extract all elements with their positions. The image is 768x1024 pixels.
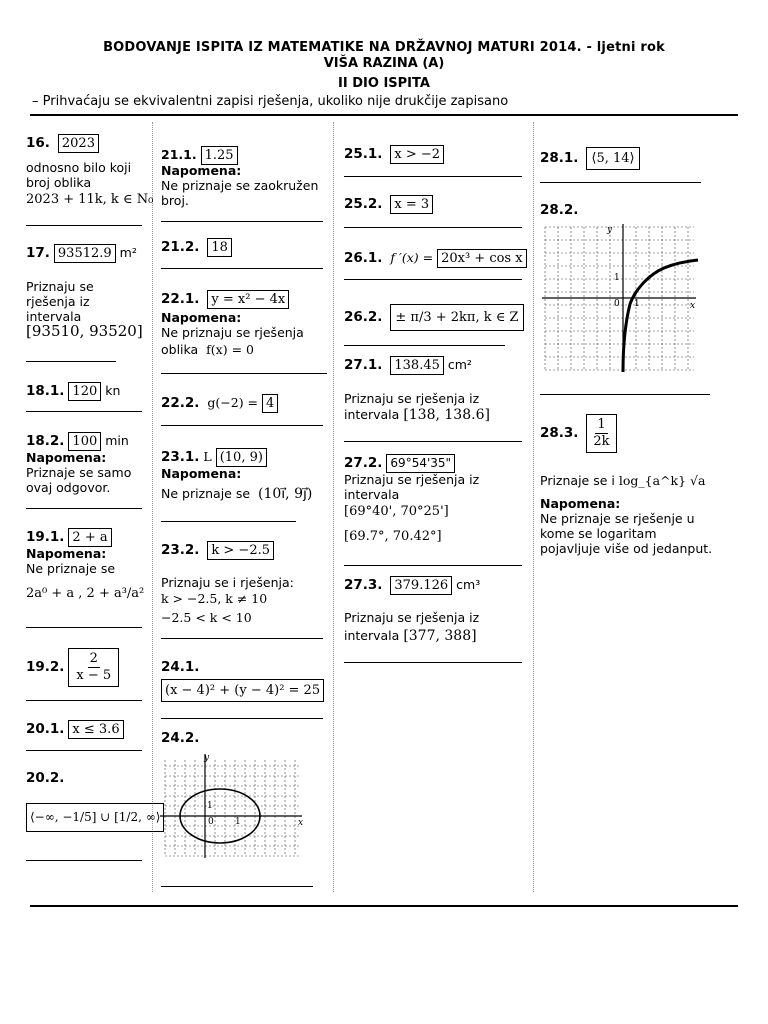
answer-26-1: 26.1. f ′(x) = 20x³ + cos x	[344, 249, 527, 268]
note-text: Priznaju se rješenja iz	[344, 391, 480, 406]
answer-box: x ≤ 3.6	[68, 720, 123, 739]
answer-box: 4	[262, 394, 278, 413]
answer-19-1: 19.1. 2 + a	[26, 528, 112, 547]
separator	[344, 565, 522, 566]
note-line	[344, 628, 477, 644]
separator	[26, 225, 142, 226]
answer-box: 18	[207, 238, 232, 257]
ellipse-graph	[160, 752, 310, 860]
column-divider	[333, 122, 334, 892]
separator	[344, 176, 522, 177]
note-text: Ne priznaje se zaokružen	[161, 178, 319, 193]
answer-box: 93512.9	[54, 244, 116, 263]
answer-box: (x − 4)² + (y − 4)² = 25	[161, 679, 324, 702]
answer-22-2: 22.2. g(−2) = 4	[161, 394, 278, 413]
separator	[26, 860, 142, 861]
formula: (10i⃗, 9j⃗)	[258, 486, 313, 502]
unit: m²	[119, 245, 137, 260]
answer-24-1	[161, 679, 324, 702]
separator	[540, 394, 710, 395]
svg-text:0: 0	[208, 817, 214, 827]
note-text: broj.	[161, 193, 189, 208]
logarithm-graph	[542, 222, 702, 374]
note-label: Napomena:	[161, 466, 242, 481]
formula: 2023 + 11k, k ∈ N₀	[26, 192, 154, 207]
answer-17: 17. 93512.9 m²	[26, 245, 137, 261]
separator	[161, 638, 323, 639]
answer-box: 20x³ + cos x	[437, 249, 527, 268]
unit: cm²	[447, 357, 472, 372]
separator	[26, 411, 142, 412]
separator	[26, 750, 142, 751]
note-line	[540, 473, 705, 488]
note-label: Napomena:	[26, 450, 107, 465]
separator	[26, 361, 116, 362]
answer-16: 16. 2023	[26, 134, 99, 153]
answer-19-2: 19.2. $\frac{2}{x - 5}$	[26, 648, 119, 687]
separator	[344, 662, 522, 663]
separator	[26, 700, 142, 701]
answer-box: ⟨−∞, −1/5] ∪ [1/2, ∞⟩	[26, 803, 164, 832]
answer-23-2: 23.2. k > −2.5	[161, 541, 274, 560]
note-text: rješenja iz	[26, 294, 90, 309]
answer-28-1: 28.1. ⟨5, 14⟩	[540, 147, 640, 170]
svg-text:x: x	[298, 818, 304, 828]
question-label: 24.1.	[161, 659, 200, 675]
separator	[344, 441, 522, 442]
note-label: Napomena:	[26, 546, 107, 561]
column-divider	[152, 122, 153, 892]
interval: [69°40', 70°25']	[344, 504, 449, 519]
answer-27-2: 27.2. 69°54'35"	[344, 454, 455, 473]
answer-box: 2 + a	[68, 528, 111, 547]
answer-box: ⟨5, 14⟩	[586, 147, 639, 170]
separator	[540, 182, 701, 183]
note-text: ovaj odgovor.	[26, 480, 111, 495]
formula: g(−2) =	[207, 395, 259, 410]
bottom-rule	[30, 905, 738, 907]
note-label: Napomena:	[540, 496, 621, 511]
note-text: kome se logaritam	[540, 526, 657, 541]
note-text: Priznaju se rješenja iz	[344, 472, 480, 487]
formula: log_{a^k} √a	[618, 473, 706, 488]
answer-box: $\frac{2}{x - 5}$	[68, 648, 119, 687]
svg-text:y: y	[204, 753, 210, 763]
answer-27-3: 27.3. 379.126 cm³	[344, 577, 481, 593]
unit: kn	[105, 383, 121, 398]
interval: [377, 388]	[403, 628, 477, 644]
separator	[26, 627, 142, 628]
separator	[161, 373, 327, 374]
separator	[161, 886, 313, 887]
document-title: BODOVANJE ISPITA IZ MATEMATIKE NA DRŽAVNOJ MATURI 2014. - ljetni rok	[103, 40, 665, 55]
note-text: oblika	[161, 342, 199, 357]
note-text: intervala	[344, 487, 400, 502]
answer-box: x = 3	[390, 195, 433, 214]
interval: [138, 138.6]	[403, 407, 490, 423]
unit: cm³	[456, 577, 481, 592]
separator	[161, 521, 296, 522]
note-text: broj oblika	[26, 175, 92, 190]
answer-box: y = x² − 4x	[207, 290, 289, 309]
note-text: Ne priznaje se	[26, 561, 116, 576]
note-text: Ne priznaju se rješenja	[161, 325, 304, 340]
svg-text:1: 1	[634, 299, 640, 309]
svg-text:1: 1	[614, 273, 620, 283]
answer-box: 138.45	[390, 356, 444, 375]
answer-box: 120	[68, 382, 101, 401]
formula: f(x) = 0	[206, 342, 254, 357]
answer-box: (10, 9)	[216, 448, 267, 467]
separator	[161, 718, 323, 719]
note-text: Priznaju se rješenja iz	[344, 610, 480, 625]
note-text: pojavljuje više od jedanput.	[540, 541, 713, 556]
answer-25-2: 25.2. x = 3	[344, 195, 433, 214]
answer-box: 2023	[58, 134, 99, 153]
unit: min	[105, 433, 129, 448]
note-text: Priznaje se samo	[26, 465, 132, 480]
note-text: Priznaje se i	[540, 473, 615, 488]
question-label: 20.2.	[26, 770, 65, 786]
note-label: Napomena:	[161, 163, 242, 178]
answer-28-3: 28.3. $\frac{1}{2k}$	[540, 414, 617, 453]
answer-27-1: 27.1. 138.45 cm²	[344, 357, 472, 373]
svg-text:1: 1	[235, 817, 241, 827]
exam-part: II DIO ISPITA	[338, 76, 430, 91]
answer-20-2	[26, 803, 164, 832]
exam-level: VIŠA RAZINA (A)	[323, 56, 445, 71]
separator	[161, 221, 323, 222]
answer-22-1: 22.1. y = x² − 4x	[161, 290, 289, 309]
answer-box: k > −2.5	[207, 541, 274, 560]
column-divider	[533, 122, 534, 892]
note-text: odnosno bilo koji	[26, 160, 132, 175]
formula: 2a⁰ + a , 2 + a³/a²	[26, 586, 145, 601]
separator	[26, 508, 142, 509]
separator	[344, 279, 522, 280]
formula: k > −2.5, k ≠ 10	[161, 591, 268, 606]
answer-box: x > −2	[390, 145, 444, 164]
note-line	[161, 342, 254, 357]
general-note: – Prihvaćaju se ekvivalentni zapisi rješenja, ukoliko nije drukčije zapisano	[32, 94, 509, 109]
interval: [69.7°, 70.42°]	[344, 529, 442, 544]
answer-box: 69°54'35"	[386, 454, 455, 473]
note-text: intervala	[344, 628, 400, 643]
note-text: Priznaju se	[26, 279, 94, 294]
separator	[344, 227, 522, 228]
interval: [93510, 93520]	[26, 322, 143, 340]
answer-20-1: 20.1. x ≤ 3.6	[26, 720, 124, 739]
question-label: 28.2.	[540, 202, 579, 218]
note-text: Priznaju se i rješenja:	[161, 575, 294, 590]
answer-box: 100	[68, 432, 101, 451]
answer-26-2: 26.2. ± π/3 + 2kπ, k ∈ Z	[344, 304, 524, 331]
note-text: intervala	[344, 407, 400, 422]
answer-21-1: 21.1. 1.25	[161, 146, 238, 165]
note-label: Napomena:	[161, 310, 242, 325]
note-text: Ne priznaje se	[161, 486, 251, 501]
answer-21-2: 21.2. 18	[161, 238, 232, 257]
note-line	[161, 486, 312, 502]
answer-box: ± π/3 + 2kπ, k ∈ Z	[390, 304, 523, 331]
answer-box: 1.25	[201, 146, 238, 165]
svg-text:y: y	[607, 225, 613, 235]
svg-text:x: x	[690, 301, 696, 311]
question-label: 24.2.	[161, 730, 200, 746]
top-rule	[30, 114, 738, 116]
answer-box: 379.126	[390, 576, 452, 595]
note-line	[344, 407, 490, 423]
svg-text:0: 0	[614, 299, 620, 309]
answer-25-1: 25.1. x > −2	[344, 145, 444, 164]
separator	[161, 268, 323, 269]
formula: f ′(x) =	[390, 250, 434, 265]
note-text: intervala	[26, 309, 82, 324]
formula: −2.5 < k < 10	[161, 610, 252, 625]
note-text: Ne priznaje se rješenje u	[540, 511, 695, 526]
svg-text:1: 1	[207, 801, 213, 811]
answer-box: $\frac{1}{2k}$	[586, 414, 616, 453]
answer-23-1: 23.1. L (10, 9)	[161, 448, 267, 467]
separator	[161, 425, 323, 426]
answer-18-2: 18.2. 100 min	[26, 433, 129, 449]
separator	[344, 345, 505, 346]
answer-18-1: 18.1. 120 kn	[26, 383, 121, 399]
